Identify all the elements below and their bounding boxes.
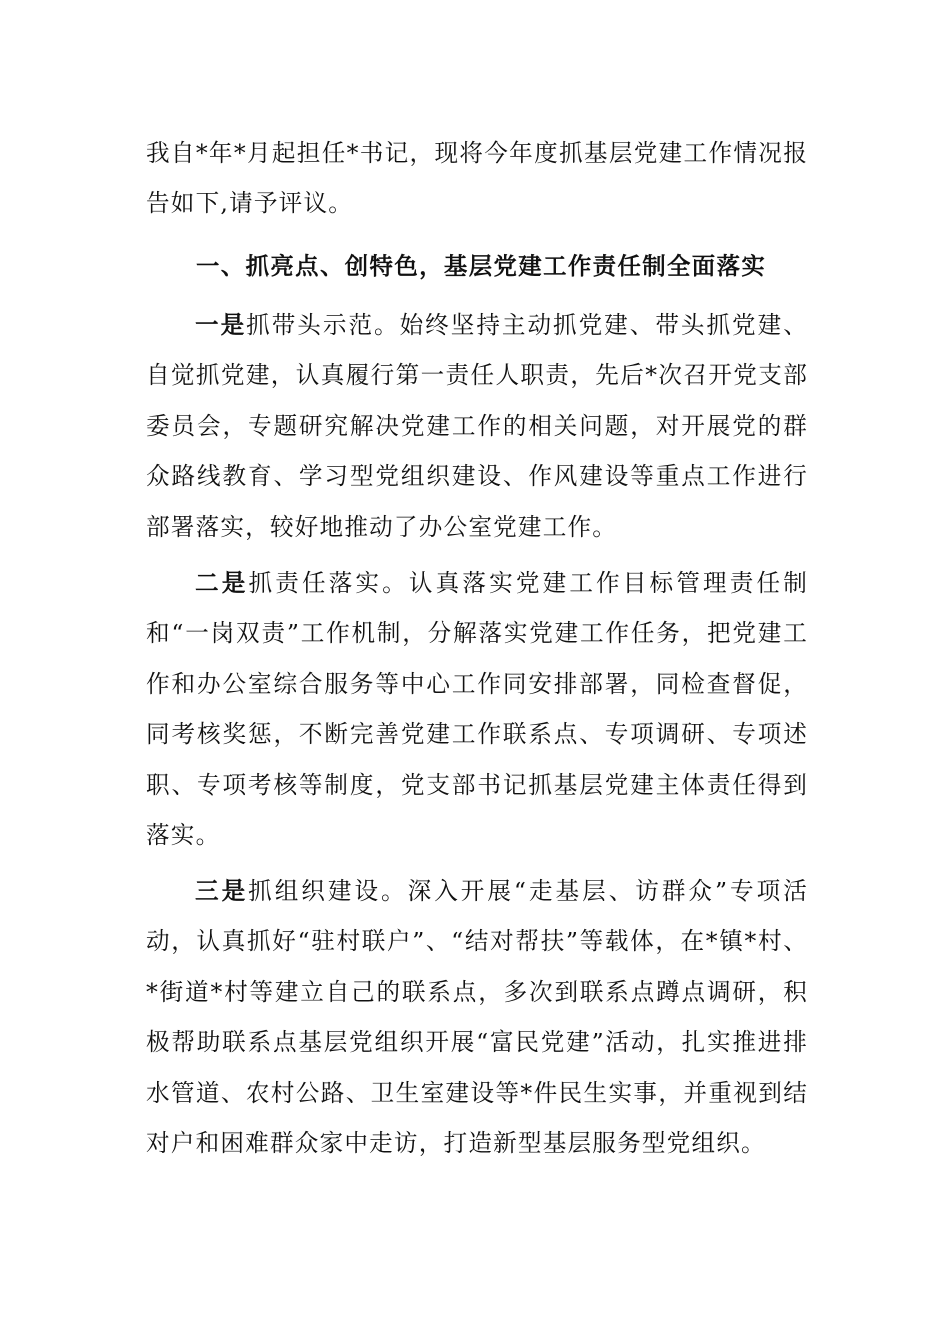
paragraph-3-body: 抓组织建设。深入开展“走基层、访群众”专项活动，认真抓好“驻村联户”、“结对帮扶”等载体，在*镇*村、*街道*村等建立自己的联系点，多次到联系点蹲点调研，积极帮助联系点基层党组织开展“富民党建”活动，扎实推进排水管道、农村公路、卫生室建设等*件民生实事，并重视到结对户和困难群众家中走访，打造新型基层服务型党组织。 [146, 877, 808, 1158]
paragraph-3 [146, 866, 808, 1168]
paragraph-1-body: 抓带头示范。始终坚持主动抓党建、带头抓党建、自觉抓党建，认真履行第一责任人职责，先后*次召开党支部委员会，专题研究解决党建工作的相关问题，对开展党的群众路线教育、学习型党组织建设、作风建设等重点工作进行部署落实，较好地推动了办公室党建工作。 [146, 311, 808, 541]
paragraph-3-lead: 三是 [195, 877, 249, 905]
paragraph-2-lead: 二是 [195, 569, 249, 597]
paragraph-2 [146, 558, 808, 860]
intro-paragraph: 我自*年*月起担任*书记，现将今年度抓基层党建工作情况报告如下,请予评议。 [146, 139, 808, 218]
paragraph-2-body: 抓责任落实。认真落实党建工作目标管理责任制和“一岗双责”工作机制，分解落实党建工作任务，把党建工作和办公室综合服务等中心工作同安排部署，同检查督促，同考核奖惩，不断完善党建工作联系点、专项调研、专项述职、专项考核等制度，党支部书记抓基层党建主体责任得到落实。 [146, 569, 809, 850]
section-heading: 一、抓亮点、创特色，基层党建工作责任制全面落实 [196, 252, 767, 280]
paragraph-1 [146, 300, 808, 552]
paragraph-1-lead: 一是 [195, 311, 247, 339]
